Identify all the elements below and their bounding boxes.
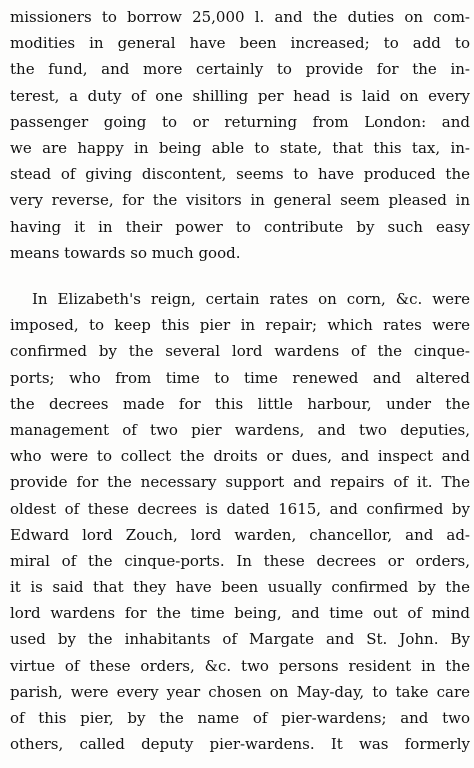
text-line: lord wardens for the time being, and time out of mind [10, 604, 470, 623]
text-line: oldest of these decrees is dated 1615, and confirmed by [10, 499, 470, 518]
text-line: it is said that they have been usually confirmed by the [10, 578, 470, 597]
text-line: Edward lord Zouch, lord warden, chancellor, and ad- [10, 525, 470, 544]
text-line: provide for the necessary support and repairs of it. The [10, 473, 470, 492]
text-line: modities in general have been increased; to add to [10, 34, 470, 53]
text-line: virtue of these orders, &c. two persons resident in the [10, 656, 470, 675]
text-line: of this pier, by the name of pier-wardens; and two [10, 709, 470, 727]
text-line: management of two pier wardens, and two deputies, [10, 420, 470, 439]
text-line: having it in their power to contribute by such easy [10, 217, 470, 236]
text-line: means towards so much good. [10, 243, 241, 262]
text-line: parish, were every year chosen on May-day, to take care [10, 682, 470, 701]
text-line: stead of giving discontent, seems to have produced the [10, 165, 470, 184]
paragraph-1 [10, 4, 470, 266]
text-line: In Elizabeth's reign, certain rates on corn, &c. were [32, 290, 470, 308]
text-line: the decrees made for this little harbour, under the [10, 394, 470, 413]
text-line: who were to collect the droits or dues, and inspect and [10, 447, 470, 466]
text-line: passenger going to or returning from London: and [10, 112, 470, 131]
text-line: ports; who from time to time renewed and altered [10, 368, 470, 387]
text-line: the fund, and more certainly to provide for the in- [10, 60, 470, 79]
text-line: imposed, to keep this pier in repair; which rates were [10, 316, 470, 335]
text-line: miral of the cinque-ports. In these decrees or orders, [10, 551, 470, 570]
text-line: terest, a duty of one shilling per head is laid on every [10, 86, 470, 105]
paragraph-2 [10, 286, 470, 757]
text-line: others, called deputy pier-wardens. It was formerly [10, 735, 470, 754]
text-line: we are happy in being able to state, that this tax, in- [10, 138, 470, 157]
text-line: very reverse, for the visitors in general seem pleased in [10, 191, 470, 210]
text-line: used by the inhabitants of Margate and St. John. By [10, 630, 470, 649]
text-line: missioners to borrow 25,000 l. and the duties on com- [10, 8, 470, 26]
text-line: confirmed by the several lord wardens of the cinque- [10, 342, 470, 361]
